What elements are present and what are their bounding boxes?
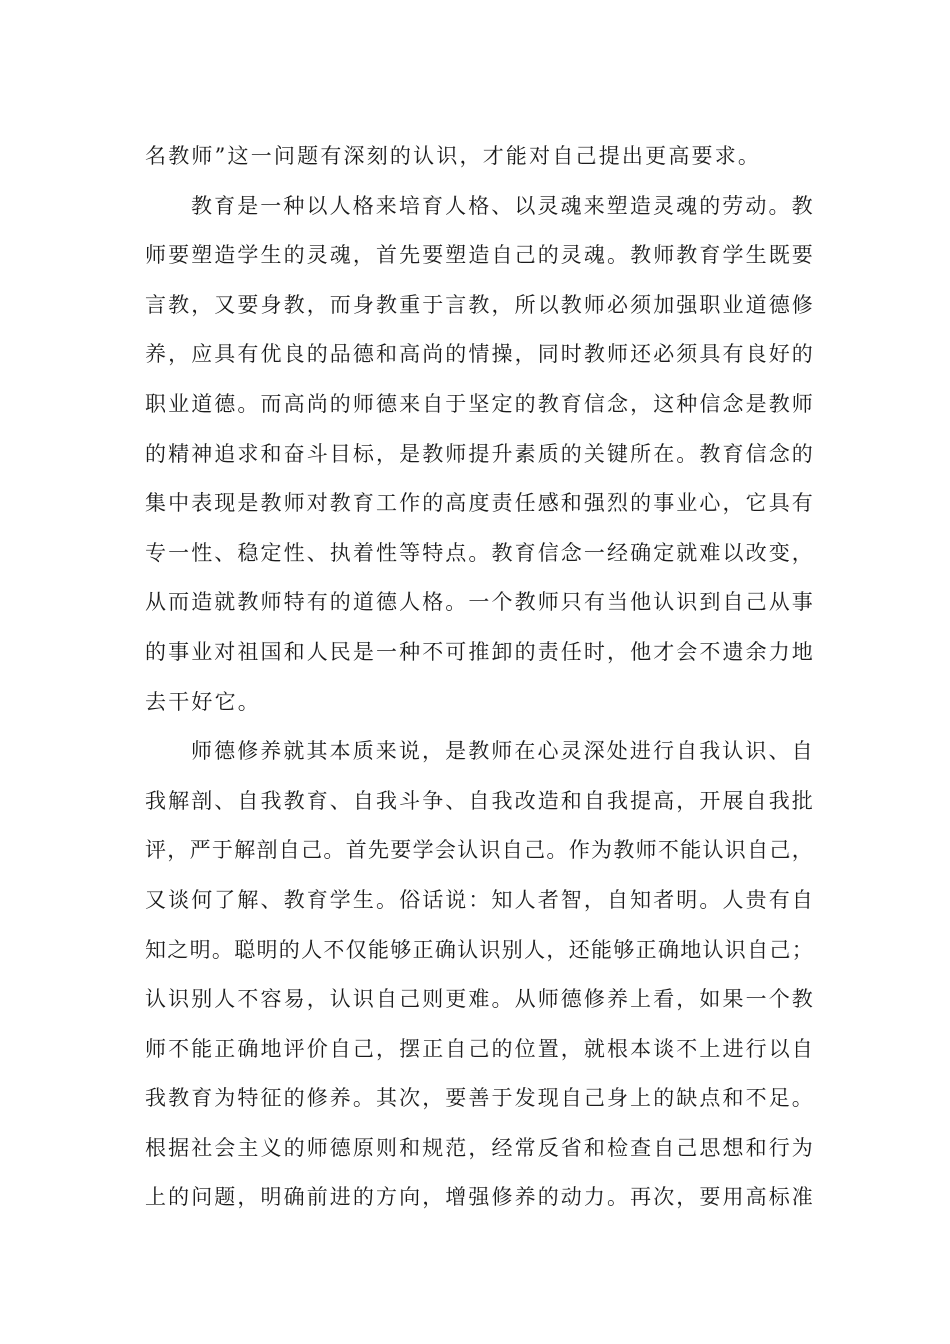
- text-line: 又谈何了解、教育学生。俗话说：知人者智，自知者明。人贵有自: [145, 887, 815, 912]
- paragraph-first-line: 师德修养就其本质来说，是教师在心灵深处进行自我认识、自: [191, 739, 815, 764]
- text-line: 言教，又要身教，而身教重于言教，所以教师必须加强职业道德修: [145, 292, 815, 317]
- text-line: 上的问题，明确前进的方向，增强修养的动力。再次，要用高标准: [145, 1185, 815, 1210]
- text-line: 的精神追求和奋斗目标，是教师提升素质的关键所在。教育信念的: [145, 441, 815, 466]
- text-line: 师要塑造学生的灵魂，首先要塑造自己的灵魂。教师教育学生既要: [145, 243, 815, 268]
- text-line: 我解剖、自我教育、自我斗争、自我改造和自我提高，开展自我批: [145, 788, 815, 813]
- text-line: 认识别人不容易，认识自己则更难。从师德修养上看，如果一个教: [145, 987, 815, 1012]
- paragraph-first-line: 教育是一种以人格来培育人格、以灵魂来塑造灵魂的劳动。教: [191, 193, 815, 218]
- text-line: 的事业对祖国和人民是一种不可推卸的责任时，他才会不遗余力地: [145, 639, 815, 664]
- text-line: 集中表现是教师对教育工作的高度责任感和强烈的事业心，它具有: [145, 491, 815, 516]
- text-line: 去干好它。: [145, 689, 261, 714]
- text-line: 知之明。聪明的人不仅能够正确认识别人，还能够正确地认识自己；: [145, 937, 814, 962]
- text-line: 名教师”这一问题有深刻的认识，才能对自己提出更高要求。: [145, 144, 762, 168]
- text-line: 职业道德。而高尚的师德来自于坚定的教育信念，这种信念是教师: [145, 391, 815, 416]
- text-line: 评，严于解剖自己。首先要学会认识自己。作为教师不能认识自己，: [145, 838, 814, 863]
- text-line: 师不能正确地评价自己，摆正自己的位置，就根本谈不上进行以自: [145, 1036, 815, 1061]
- body-text: [145, 132, 815, 1223]
- text-line: 从而造就教师特有的道德人格。一个教师只有当他认识到自己从事: [145, 590, 815, 615]
- text-line: 我教育为特征的修养。其次，要善于发现自己身上的缺点和不足。: [145, 1086, 815, 1111]
- text-line: 养，应具有优良的品德和高尚的情操，同时教师还必须具有良好的: [145, 342, 815, 367]
- text-line: 根据社会主义的师德原则和规范，经常反省和检查自己思想和行为: [145, 1135, 815, 1160]
- text-line: 专一性、稳定性、执着性等特点。教育信念一经确定就难以改变，: [145, 540, 815, 565]
